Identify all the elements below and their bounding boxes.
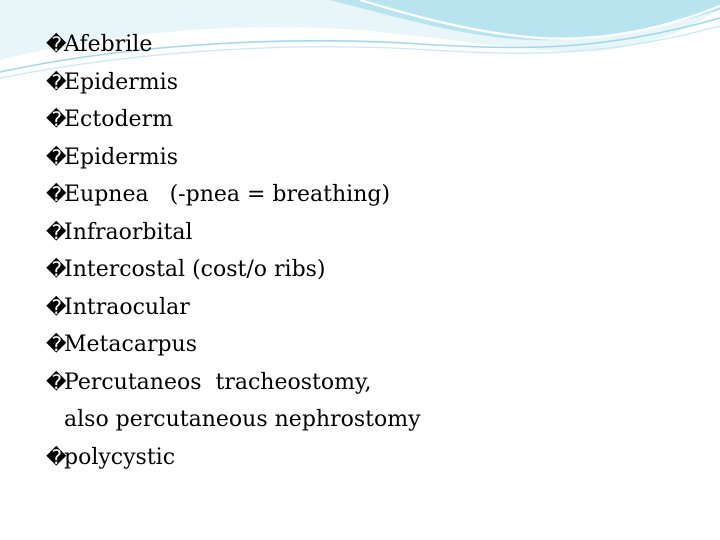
list-item (46, 26, 421, 64)
list-item-text: Percutaneos tracheostomy, (64, 369, 372, 395)
bullet-icon: � (46, 294, 67, 319)
list-item-text: Metacarpus (64, 332, 197, 357)
bullet-icon: � (46, 107, 67, 131)
list-item (46, 326, 421, 364)
bullet-icon: � (46, 182, 67, 206)
list-item (46, 101, 421, 139)
list-item (46, 251, 421, 289)
bullet-icon: � (46, 144, 67, 169)
bullet-icon: � (46, 69, 67, 94)
list-item-continuation: also percutaneous nephrostomy (64, 407, 421, 432)
list-item-text: Ectoderm (64, 107, 173, 132)
list-item-text: Epidermis (64, 144, 178, 170)
list-item (46, 139, 421, 177)
bullet-icon: � (46, 257, 67, 281)
list-item-text: Intraocular (64, 294, 190, 320)
list-item-text: Epidermis (64, 69, 178, 95)
bullet-icon: � (46, 32, 67, 56)
list-item (46, 439, 421, 477)
list-item (46, 364, 421, 439)
bullet-icon: � (46, 219, 67, 244)
bullet-icon: � (46, 444, 67, 469)
list-item-text: Infraorbital (64, 219, 193, 245)
bullet-icon: � (46, 332, 67, 356)
list-item-text: Afebrile (64, 32, 153, 57)
list-item-text: Intercostal (cost/o ribs) (64, 257, 326, 282)
list-item-text: Eupnea (-pnea = breathing) (64, 182, 391, 207)
list-item (46, 289, 421, 327)
list-item (46, 214, 421, 252)
term-list (46, 26, 421, 476)
list-item (46, 64, 421, 102)
list-item-text: polycystic (64, 444, 176, 470)
list-item (46, 176, 421, 214)
bullet-icon: � (46, 369, 67, 394)
